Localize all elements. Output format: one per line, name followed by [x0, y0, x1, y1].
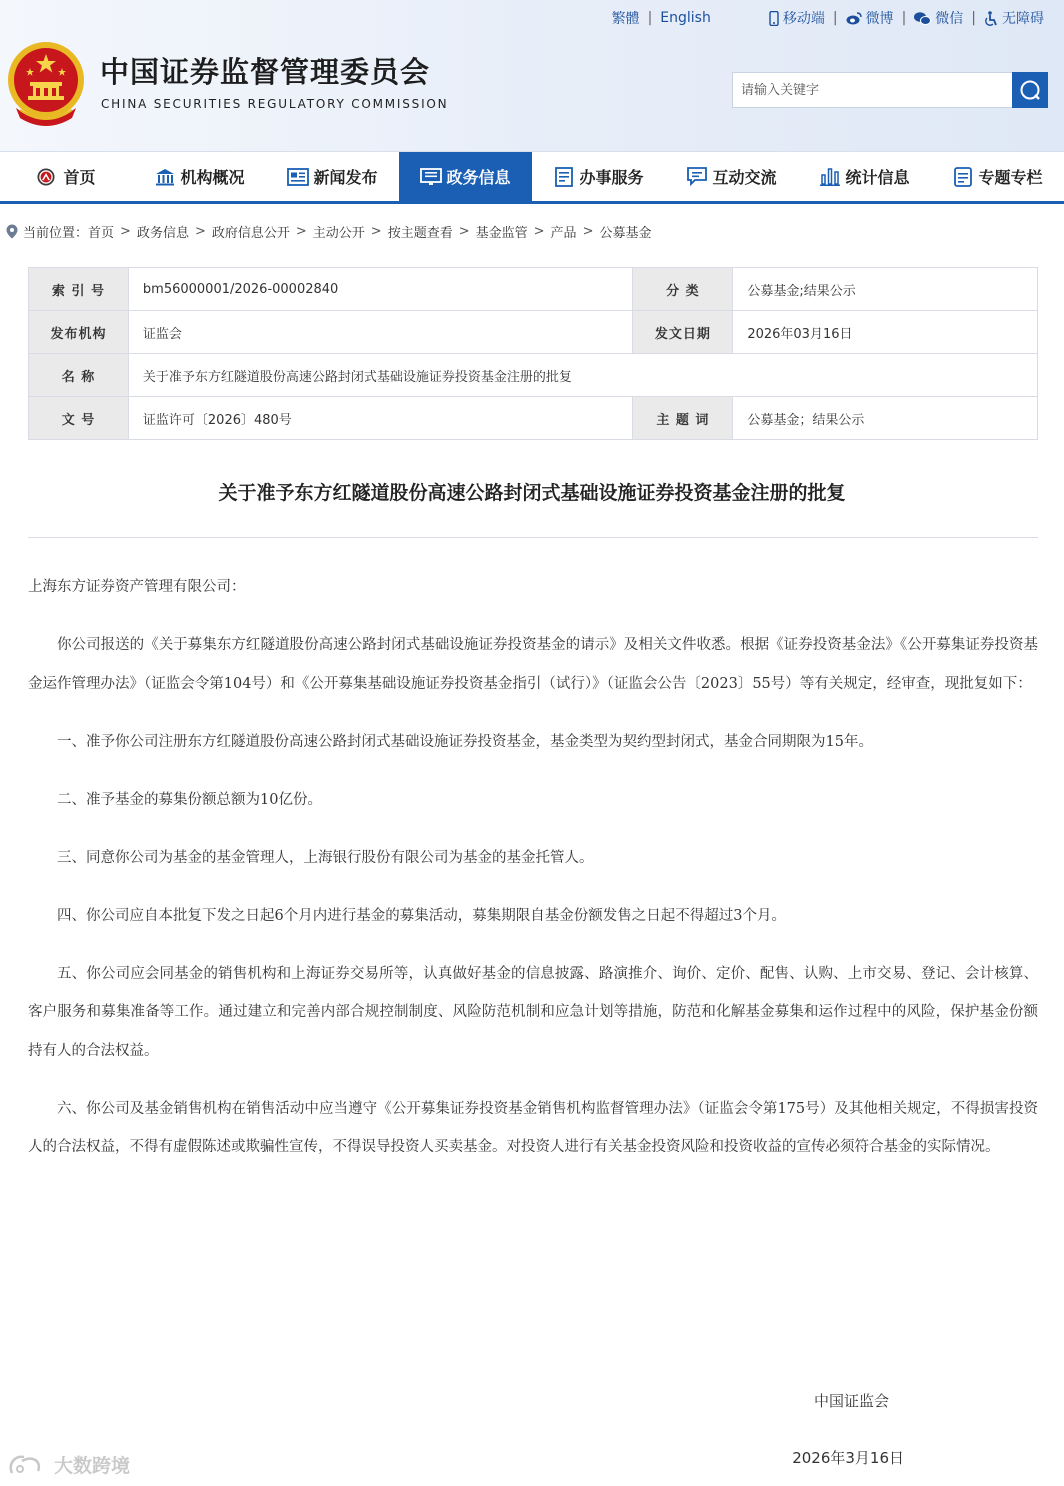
search-bar — [732, 72, 1048, 108]
site-title: 中国证券监督管理委员会 — [100, 55, 431, 89]
accessibility-link[interactable] — [984, 8, 1044, 28]
divider: | — [647, 10, 653, 26]
document-metadata-table — [28, 267, 1038, 440]
mobile-link[interactable] — [769, 8, 825, 28]
top-links — [612, 8, 1044, 28]
search-input[interactable] — [732, 72, 1012, 108]
breadcrumb-label: 当前位置： — [23, 226, 89, 241]
divider: | — [971, 10, 976, 26]
wechat-link[interactable] — [914, 8, 963, 28]
nav-interaction[interactable]: 互动交流 — [665, 152, 798, 201]
meta-key-category: 分 类 — [633, 268, 733, 311]
meta-value-docno: 证监许可〔2026〕480号 — [128, 397, 633, 440]
article-date: 2026年3月16日 — [792, 1449, 904, 1467]
article-body — [28, 568, 1038, 1186]
search-icon — [1019, 79, 1041, 101]
article-paragraph: 五、你公司应会同基金的销售机构和上海证券交易所等，认真做好基金的信息披露、路演推介、询价、定价、配售、认购、上市交易、登记、会计核算、客户服务和募集准备等工作。通过建立和完善内部合规控制制度、风险防范机制和应急计划等措施，防范和化解基金募集和运作过程中的风险，保护基金份额持有人的合法权益。 — [28, 965, 1038, 1059]
watermark-logo-icon — [8, 1453, 48, 1477]
lang-traditional-link[interactable]: 繁體 — [611, 11, 640, 27]
mobile-label: 移动端 — [782, 11, 825, 27]
weibo-icon — [846, 12, 862, 25]
nav-home[interactable]: 首页 — [0, 152, 133, 201]
breadcrumb-fund-regulation[interactable]: 基金监管 — [475, 226, 528, 241]
meta-value-subject: 公募基金；结果公示 — [733, 397, 1038, 440]
meta-key-name: 名 称 — [29, 354, 129, 397]
article-salutation: 上海东方证券资产管理有限公司： — [28, 579, 246, 595]
breadcrumb-by-topic[interactable]: 按主题查看 — [387, 226, 453, 241]
nav-news[interactable]: 新闻发布 — [266, 152, 399, 201]
accessibility-icon — [984, 11, 998, 26]
meta-key-issuer: 发布机构 — [29, 311, 129, 354]
meta-value-category: 公募基金;结果公示 — [733, 268, 1038, 311]
search-button[interactable] — [1012, 72, 1048, 108]
national-emblem-logo[interactable] — [6, 38, 86, 126]
wechat-label: 微信 — [935, 11, 964, 27]
table-row — [29, 268, 1038, 311]
meta-key-date: 发文日期 — [633, 311, 733, 354]
table-row — [29, 311, 1038, 354]
breadcrumb-government-info[interactable]: 政务信息 — [136, 226, 189, 241]
institution-icon — [154, 167, 176, 187]
breadcrumb-public-funds[interactable]: 公募基金 — [599, 226, 652, 241]
nav-statistics[interactable]: 统计信息 — [798, 152, 931, 201]
watermark-text: 大数跨境 — [54, 1455, 131, 1477]
divider: | — [832, 10, 838, 26]
lang-english-link[interactable]: English — [660, 10, 711, 26]
statistics-icon — [819, 167, 841, 187]
mobile-icon — [769, 11, 779, 26]
news-icon — [287, 167, 309, 187]
topics-icon — [952, 167, 974, 187]
nav-services[interactable]: 办事服务 — [532, 152, 665, 201]
article-paragraph: 六、你公司及基金销售机构在销售活动中应当遵守《公开募集证券投资基金销售机构监督管理办法》（证监会令第175号）及其他相关规定，不得损害投资人的合法权益，不得有虚假陈述或欺骗性宣传，不得误导投资人买卖基金。对投资人进行有关基金投资风险和投资收益的宣传必须符合基金的实际情况。 — [28, 1100, 1038, 1155]
breadcrumb-home[interactable]: 首页 — [88, 226, 115, 241]
article-paragraph: 一、准予你公司注册东方红隧道股份高速公路封闭式基础设施证券投资基金，基金类型为契约型封闭式，基金合同期限为15年。 — [57, 733, 873, 750]
government-info-icon — [420, 167, 442, 187]
wechat-icon — [914, 12, 931, 25]
csrc-logo-icon — [37, 167, 59, 187]
meta-key-index: 索 引 号 — [29, 268, 129, 311]
article-paragraph: 你公司报送的《关于募集东方红隧道股份高速公路封闭式基础设施证券投资基金的请示》及相关文件收悉。根据《证券投资基金法》《公开募集证券投资基金运作管理办法》（证监会令第104号）和《公开募集基础设施证券投资基金指引（试行）》（证监会公告〔2023〕55号）等有关规定，经审查，现批复如下： — [28, 637, 1038, 692]
meta-value-index: bm56000001/2026-00002840 — [128, 268, 633, 311]
nav-government-info[interactable]: 政务信息 — [399, 152, 532, 201]
meta-key-docno: 文 号 — [29, 397, 129, 440]
divider: | — [901, 10, 907, 26]
accessibility-label: 无障碍 — [1002, 11, 1044, 27]
divider — [28, 537, 1038, 538]
watermark — [8, 1451, 130, 1478]
article-paragraph: 三、同意你公司为基金的基金管理人，上海银行股份有限公司为基金的基金托管人。 — [57, 849, 594, 866]
breadcrumb: 当前位置： 首页 > 政务信息 > 政府信息公开 > 主动公开 > 按主题查看 > 基金监管 > 产品 > 公募基金 — [6, 222, 651, 241]
table-row — [29, 397, 1038, 440]
article-paragraph: 四、你公司应自本批复下发之日起6个月内进行基金的募集活动，募集期限自基金份额发售之日起不得超过3个月。 — [57, 907, 786, 924]
nav-special-topics[interactable]: 专题专栏 — [931, 152, 1064, 201]
breadcrumb-products[interactable]: 产品 — [550, 226, 577, 241]
main-nav — [0, 152, 1064, 204]
article-signature: 中国证监会 — [813, 1392, 889, 1410]
meta-value-date: 2026年03月16日 — [733, 311, 1038, 354]
meta-value-name: 关于准予东方红隧道股份高速公路封闭式基础设施证券投资基金注册的批复 — [128, 354, 1037, 397]
nav-about[interactable]: 机构概况 — [133, 152, 266, 201]
chat-icon — [686, 167, 708, 187]
breadcrumb-disclosure[interactable]: 政府信息公开 — [211, 226, 290, 241]
breadcrumb-active-disclosure[interactable]: 主动公开 — [312, 226, 365, 241]
site-subtitle: CHINA SECURITIES REGULATORY COMMISSION — [101, 97, 449, 111]
meta-key-subject: 主 题 词 — [633, 397, 733, 440]
services-icon — [553, 167, 575, 187]
article-paragraph: 二、准予基金的募集份额总额为10亿份。 — [57, 791, 322, 808]
site-header — [0, 0, 1064, 152]
location-pin-icon — [6, 224, 18, 239]
table-row — [29, 354, 1038, 397]
weibo-label: 微博 — [865, 11, 894, 27]
weibo-link[interactable] — [846, 8, 894, 28]
meta-value-issuer: 证监会 — [128, 311, 633, 354]
article-title: 关于准予东方红隧道股份高速公路封闭式基础设施证券投资基金注册的批复 — [218, 482, 846, 504]
